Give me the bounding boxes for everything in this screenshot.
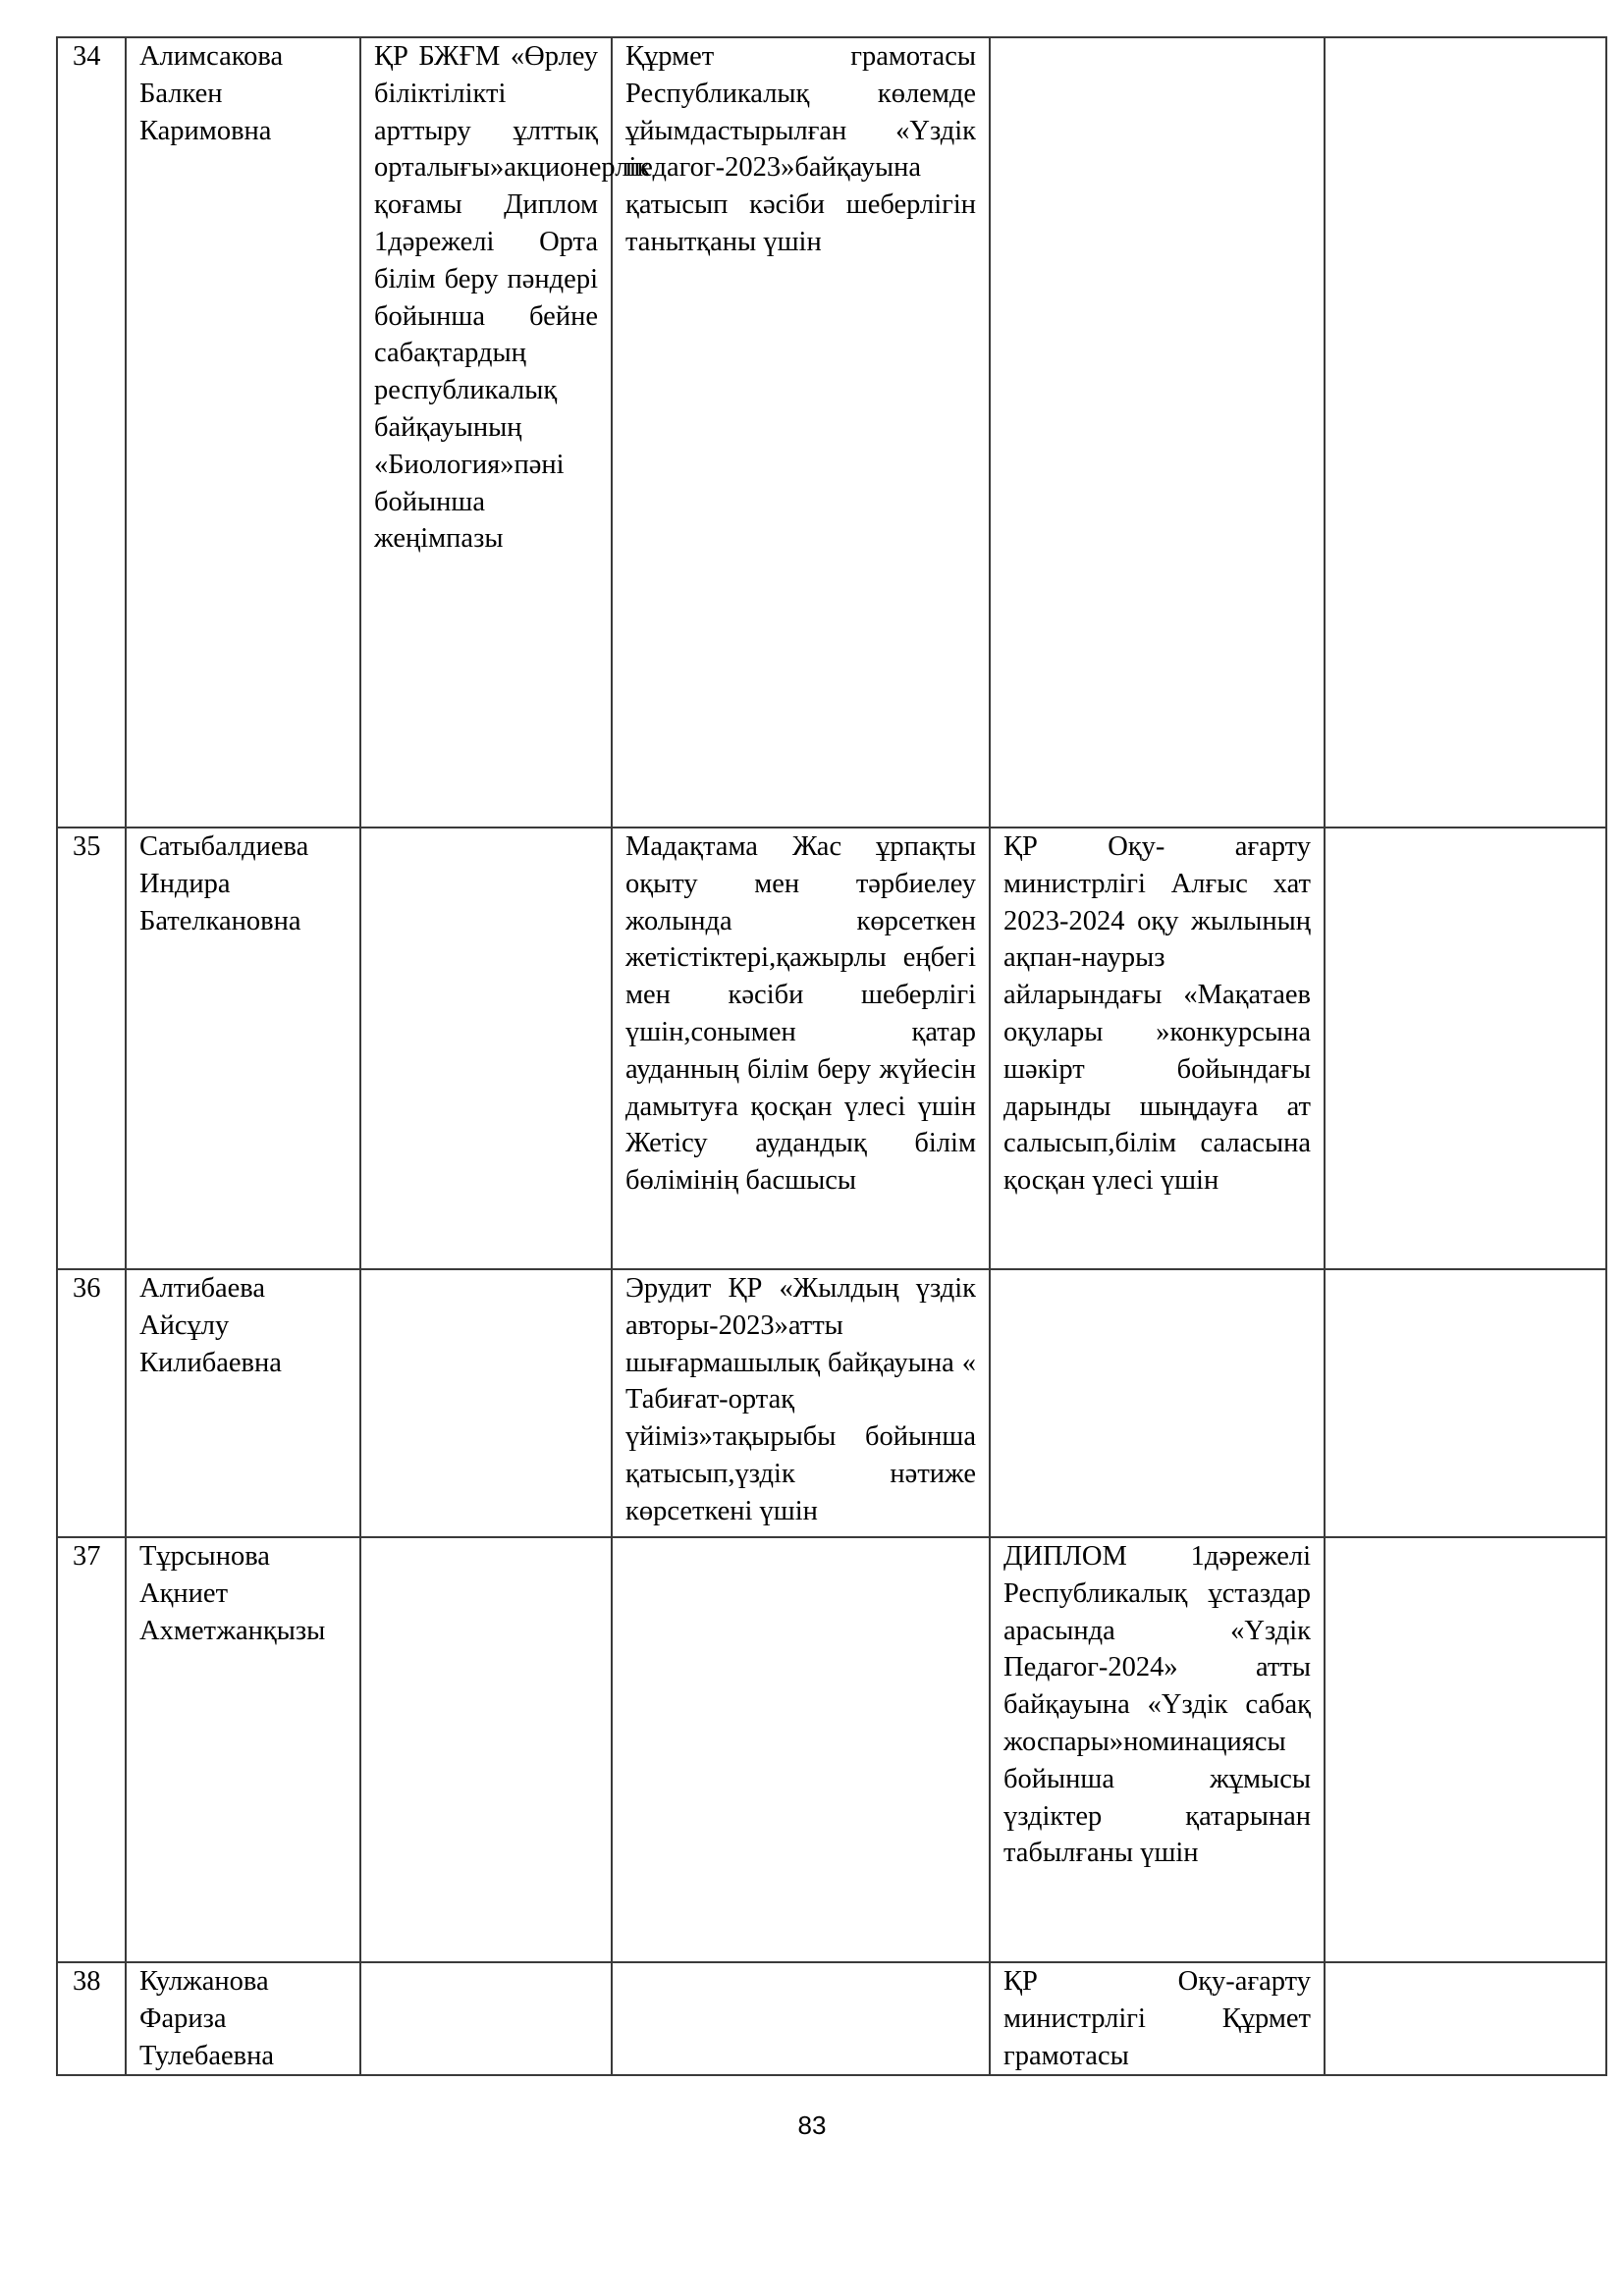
- row-number: 36: [57, 1269, 126, 1537]
- award-cell-col4: Мадақтама Жас ұрпақты оқыту мен тәрбиелеу жолында көрсеткен жетістіктері,қажырлы еңбегі мен кәсіби шеберлігі үшін,сонымен қатар ауданның білім беру жүйесін дамытуға қосқан үлесі үшін Жетісу аудандық білім бөлімінің басшысы: [612, 828, 990, 1269]
- awards-table: [56, 36, 1607, 2076]
- page-number: 83: [797, 2110, 827, 2140]
- row-number: 34: [57, 37, 126, 828]
- award-cell-col5: ҚР Оқу- ағарту министрлігі Алғыс хат 2023-2024 оқу жылының ақпан-наурыз айларындағы «Мақатаев оқулары »конкурсына шәкірт бойындағы дарынды шыңдауға ат салысып,білім саласына қосқан үлесі үшін: [990, 828, 1325, 1269]
- award-cell-col5: [990, 37, 1325, 828]
- award-cell-col6: [1325, 1537, 1606, 1962]
- row-number: 35: [57, 828, 126, 1269]
- table-row: [57, 37, 1606, 828]
- teacher-name: [126, 1269, 360, 1537]
- award-cell-col6: [1325, 1269, 1606, 1537]
- teacher-name-text: Кулжанова Фариза Тулебаевна: [139, 1966, 275, 2071]
- teacher-name: [126, 1537, 360, 1962]
- award-cell-col3: [360, 1962, 612, 2075]
- teacher-name-text: Тұрсынова Ақниет Ахметжанқызы: [139, 1541, 326, 1646]
- award-cell-col4: [612, 1962, 990, 2075]
- table-row: [57, 1962, 1606, 2075]
- award-cell-col5: ҚР Оқу-ағарту министрлігі Құрмет грамотасы: [990, 1962, 1325, 2075]
- award-cell-col6: [1325, 828, 1606, 1269]
- award-cell-col3: [360, 1269, 612, 1537]
- award-cell-col4: [612, 1537, 990, 1962]
- row-number: 37: [57, 1537, 126, 1962]
- award-cell-col6: [1325, 37, 1606, 828]
- teacher-name: [126, 828, 360, 1269]
- teacher-name: [126, 37, 360, 828]
- award-cell-col5: ДИПЛОМ 1дәрежелі Республикалық ұстаздар арасында «Үздік Педагог-2024» атты байқауына «Үздік сабақ жоспары»номинациясы бойынша жұмысы үздіктер қатарынан табылғаны үшін: [990, 1537, 1325, 1962]
- table-row: [57, 828, 1606, 1269]
- teacher-name: [126, 1962, 360, 2075]
- row-number: 38: [57, 1962, 126, 2075]
- award-cell-col6: [1325, 1962, 1606, 2075]
- table-row: [57, 1537, 1606, 1962]
- award-cell-col3: [360, 1537, 612, 1962]
- award-cell-col4: Эрудит ҚР «Жылдың үздік авторы-2023»атты шығармашылық байқауына « Табиғат-ортақ үйіміз»тақырыбы бойынша қатысып,үздік нәтиже көрсеткені үшін: [612, 1269, 990, 1537]
- teacher-name-text: Алтибаева Айсұлу Килибаевна: [139, 1273, 282, 1378]
- teacher-name-text: Алимсакова Балкен Каримовна: [139, 41, 284, 146]
- award-cell-col5: [990, 1269, 1325, 1537]
- award-cell-col4: Құрмет грамотасы Республикалық көлемде ұйымдастырылған «Үздік педагог-2023»байқауына қатысып кәсіби шеберлігін танытқаны үшін: [612, 37, 990, 828]
- teacher-name-text: Сатыбалдиева Индира Бателкановна: [139, 831, 309, 936]
- award-cell-col3: [360, 828, 612, 1269]
- award-cell-col3: ҚР БЖҒМ «Өрлеу біліктілікті арттыру ұлттық орталығы»акционерлік қоғамы Диплом 1дәрежелі Орта білім беру пәндері бойынша бейне сабақтардың республикалық байқауының «Биология»пәні бойынша жеңімпазы: [360, 37, 612, 828]
- table-row: [57, 1269, 1606, 1537]
